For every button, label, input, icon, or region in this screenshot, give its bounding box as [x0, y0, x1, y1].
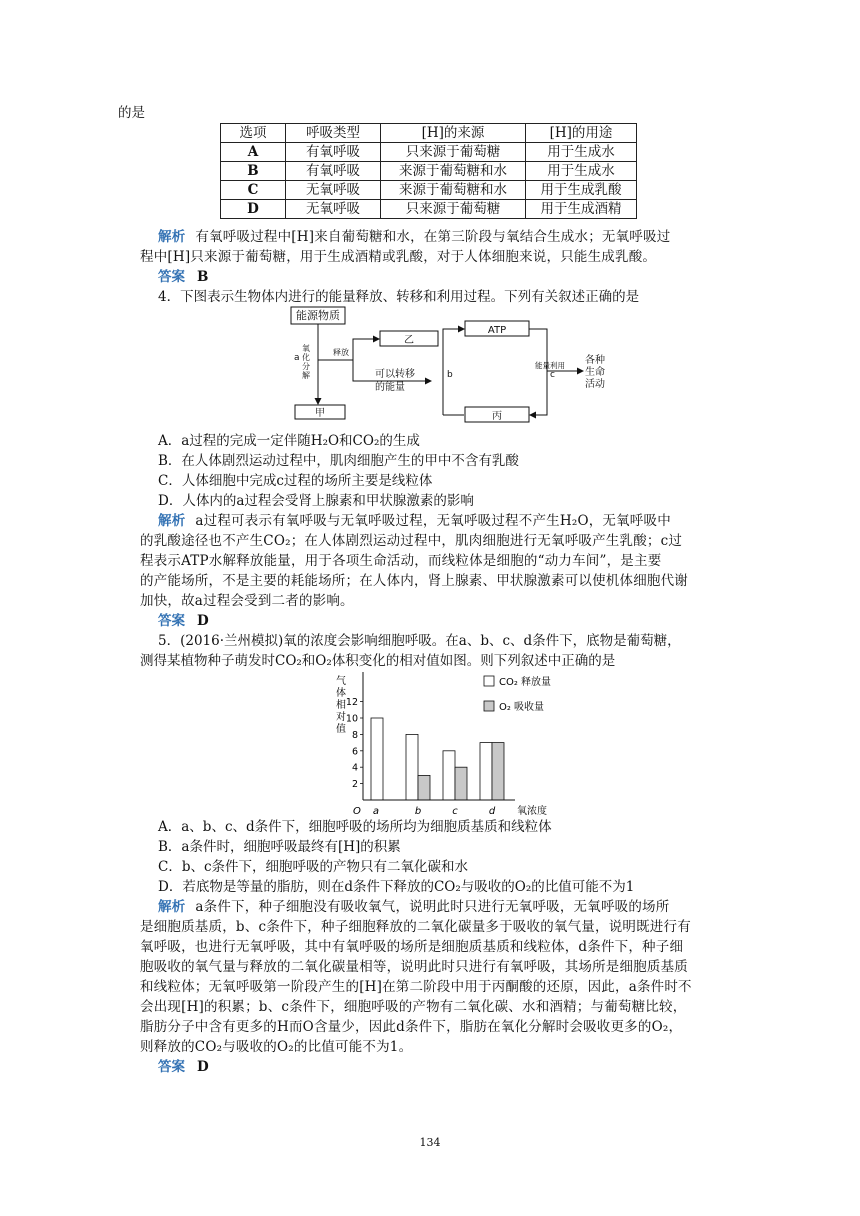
x-category-label: d [488, 806, 496, 817]
q3-analysis-line: 程中[H]只来源于葡萄糖，用于生成酒精或乳酸，对于人体细胞来说，只能生成乳酸。 [140, 249, 657, 265]
energy-use-label: 能量利用 [535, 361, 565, 370]
table-cell: 用于生成酒精 [526, 200, 637, 219]
y-tick-label: 4 [351, 762, 358, 774]
y-axis-label-4: 对 [336, 712, 346, 723]
q4-analysis-line: 的乳酸途径也不产生CO₂；在人体剧烈运动过程中，肌肉细胞进行无氧呼吸产生乳酸；c过 [140, 533, 683, 549]
page-number: 134 [419, 1136, 441, 1149]
q5-answer: 答案 D [158, 1059, 209, 1075]
table-cell: A [221, 143, 286, 162]
y-tick-label: 8 [351, 729, 358, 741]
y-tick-label: 10 [345, 713, 358, 725]
x-category-label: a [372, 806, 380, 817]
jia-label: 甲 [315, 408, 325, 419]
q5-analysis-line: 解析 a条件下，种子细胞没有吸收氧气，说明此时只进行无氧呼吸，无氧呼吸的场所 [158, 899, 670, 915]
options-table [220, 123, 637, 219]
activities-label: 各种 [585, 355, 605, 366]
b-label: b [447, 370, 453, 380]
q4-answer: 答案 D [158, 613, 209, 629]
energy-flow-diagram [285, 305, 620, 430]
q5-analysis-line: 会出现[H]的积累；b、c条件下，细胞呼吸的产物有二氧化碳、水和酒精；与葡萄糖比较， [140, 999, 687, 1015]
q4-analysis-line: 的产能场所，不是主要的耗能场所；在人体内，肾上腺素、甲状腺激素可以使机体细胞代谢 [140, 573, 688, 589]
atp-label: ATP [487, 325, 507, 336]
bar-o2-b [418, 775, 430, 800]
q4-option: A．a过程的完成一定伴随H₂O和CO₂的生成 [158, 433, 420, 449]
x-category-label: b [414, 806, 422, 817]
bar-co2-b [406, 734, 418, 800]
svg-text:解: 解 [302, 371, 310, 380]
svg-text:分: 分 [302, 362, 310, 371]
table-cell: 无氧呼吸 [286, 181, 381, 200]
table-cell: 来源于葡萄糖和水 [381, 181, 526, 200]
q5-stem: 测得某植物种子萌发时CO₂和O₂体积变化的相对值如图。则下列叙述中正确的是 [140, 653, 616, 669]
table-header: 呼吸类型 [286, 124, 381, 143]
q5-analysis-line: 则释放的CO₂与吸收的O₂的比值可能不为1。 [140, 1039, 413, 1055]
table-cell: 来源于葡萄糖和水 [381, 162, 526, 181]
answer-label: 答案 [158, 1059, 185, 1075]
y-axis-label-2: 体 [336, 688, 346, 699]
table-header: 选项 [221, 124, 286, 143]
text-continuation: 的是 [118, 105, 145, 121]
bar-co2-d [480, 743, 492, 800]
analysis-label: 解析 [158, 229, 186, 245]
table-cell: 有氧呼吸 [286, 162, 381, 181]
svg-text:活动: 活动 [585, 379, 605, 390]
q5-option: A．a、b、c、d条件下，细胞呼吸的场所均为细胞质基质和线粒体 [158, 819, 552, 835]
q5-option: D．若底物是等量的脂肪，则在d条件下释放的CO₂与吸收的O₂的比值可能不为1 [158, 879, 635, 895]
q4-analysis-line: 程表示ATP水解释放能量，用于各项生命活动，而线粒体是细胞的“动力车间”，是主要 [140, 553, 662, 569]
y-axis-label-3: 相 [336, 700, 346, 711]
table-row [221, 200, 637, 219]
legend-swatch-co2 [484, 676, 494, 686]
bar-co2-c [443, 751, 455, 800]
table-row [221, 143, 637, 162]
table-row [221, 181, 637, 200]
answer-label: 答案 [158, 269, 185, 285]
svg-text:氧: 氧 [302, 344, 310, 353]
table-cell: 用于生成水 [526, 143, 637, 162]
q5-analysis-line: 是细胞质基质，b、c条件下，种子细胞释放的二氧化碳量多于吸收的氧气量，说明既进行有 [140, 919, 691, 935]
q4-option: D．人体内的a过程会受肾上腺素和甲状腺激素的影响 [158, 493, 474, 509]
transferable-label: 可以转移 [375, 369, 415, 380]
table-header-row [221, 124, 637, 143]
analysis-label: 解析 [158, 899, 186, 915]
svg-text:生命: 生命 [585, 367, 605, 378]
table-header: [H]的来源 [381, 124, 526, 143]
bar-o2-c [455, 767, 467, 800]
q3-analysis-line: 解析 有氧呼吸过程中[H]来自葡萄糖和水，在第三阶段与氧结合生成水；无氧呼吸过 [158, 229, 671, 245]
table-cell: C [221, 181, 286, 200]
legend-label-co2: CO₂ 释放量 [499, 677, 552, 688]
q5-analysis-line: 胞吸收的氧气量与释放的二氧化碳量相等，说明此时只进行有氧呼吸，其场所是细胞质基质 [140, 959, 688, 975]
q4-option: B．在人体剧烈运动过程中，肌肉细胞产生的甲中不含有乳酸 [158, 453, 519, 469]
analysis-label: 解析 [158, 513, 186, 529]
table-cell: 用于生成乳酸 [526, 181, 637, 200]
q5-stem: 5．(2016·兰州模拟)氧的浓度会影响细胞呼吸。在a、b、c、d条件下，底物是葡萄糖， [158, 633, 681, 649]
c-label: c [550, 370, 555, 380]
table-cell: B [221, 162, 286, 181]
q4-option: C．人体细胞中完成c过程的场所主要是线粒体 [158, 473, 433, 489]
q4-analysis-line: 加快，故a过程会受到二者的影响。 [140, 593, 354, 609]
q5-analysis-line: 和线粒体；无氧呼吸第一阶段产生的[H]在第二阶段中用于丙酮酸的还原，因此，a条件时不 [140, 979, 692, 995]
table-cell: 只来源于葡萄糖 [381, 143, 526, 162]
table-header: [H]的用途 [526, 124, 637, 143]
table-row [221, 162, 637, 181]
origin-label: O [353, 806, 361, 817]
bar-o2-d [492, 743, 504, 800]
q4-stem: 4．下图表示生物体内进行的能量释放、转移和利用过程。下列有关叙述正确的是 [158, 289, 640, 305]
table-cell: D [221, 200, 286, 219]
q5-analysis-line: 氧呼吸，也进行无氧呼吸，其中有氧呼吸的场所是细胞质基质和线粒体，d条件下，种子细 [140, 939, 684, 955]
legend-label-o2: O₂ 吸收量 [499, 702, 545, 713]
q3-answer: 答案 B [158, 269, 209, 285]
table-cell: 有氧呼吸 [286, 143, 381, 162]
bing-label: 丙 [492, 411, 502, 422]
svg-text:化: 化 [302, 353, 310, 362]
a-label: a [294, 353, 300, 363]
yi-label: 乙 [404, 335, 414, 346]
release-label: 释放 [333, 348, 349, 357]
y-axis-label-1: 气 [336, 676, 346, 687]
y-tick-label: 6 [351, 746, 358, 758]
x-category-label: c [452, 806, 458, 817]
table-cell: 只来源于葡萄糖 [381, 200, 526, 219]
table-cell: 用于生成水 [526, 162, 637, 181]
legend-swatch-o2 [484, 701, 494, 711]
y-tick-label: 12 [345, 697, 358, 709]
y-tick-label: 2 [351, 779, 358, 791]
x-axis-label: 氧浓度 [517, 806, 547, 817]
source-label: 能源物质 [296, 309, 340, 322]
y-axis-label-5: 值 [336, 724, 346, 735]
q5-option: B．a条件时，细胞呼吸最终有[H]的积累 [158, 839, 401, 855]
oxygen-bar-chart [325, 668, 585, 818]
answer-label: 答案 [158, 613, 185, 629]
table-cell: 无氧呼吸 [286, 200, 381, 219]
bar-co2-a [371, 718, 383, 800]
q5-analysis-line: 脂肪分子中含有更多的H而O含量少，因此d条件下，脂肪在氧化分解时会吸收更多的O₂， [140, 1019, 683, 1035]
q5-option: C．b、c条件下，细胞呼吸的产物只有二氧化碳和水 [158, 859, 469, 875]
q4-analysis-line: 解析 a过程可表示有氧呼吸与无氧呼吸过程，无氧呼吸过程不产生H₂O，无氧呼吸中 [158, 513, 671, 529]
svg-text:的能量: 的能量 [375, 382, 405, 393]
